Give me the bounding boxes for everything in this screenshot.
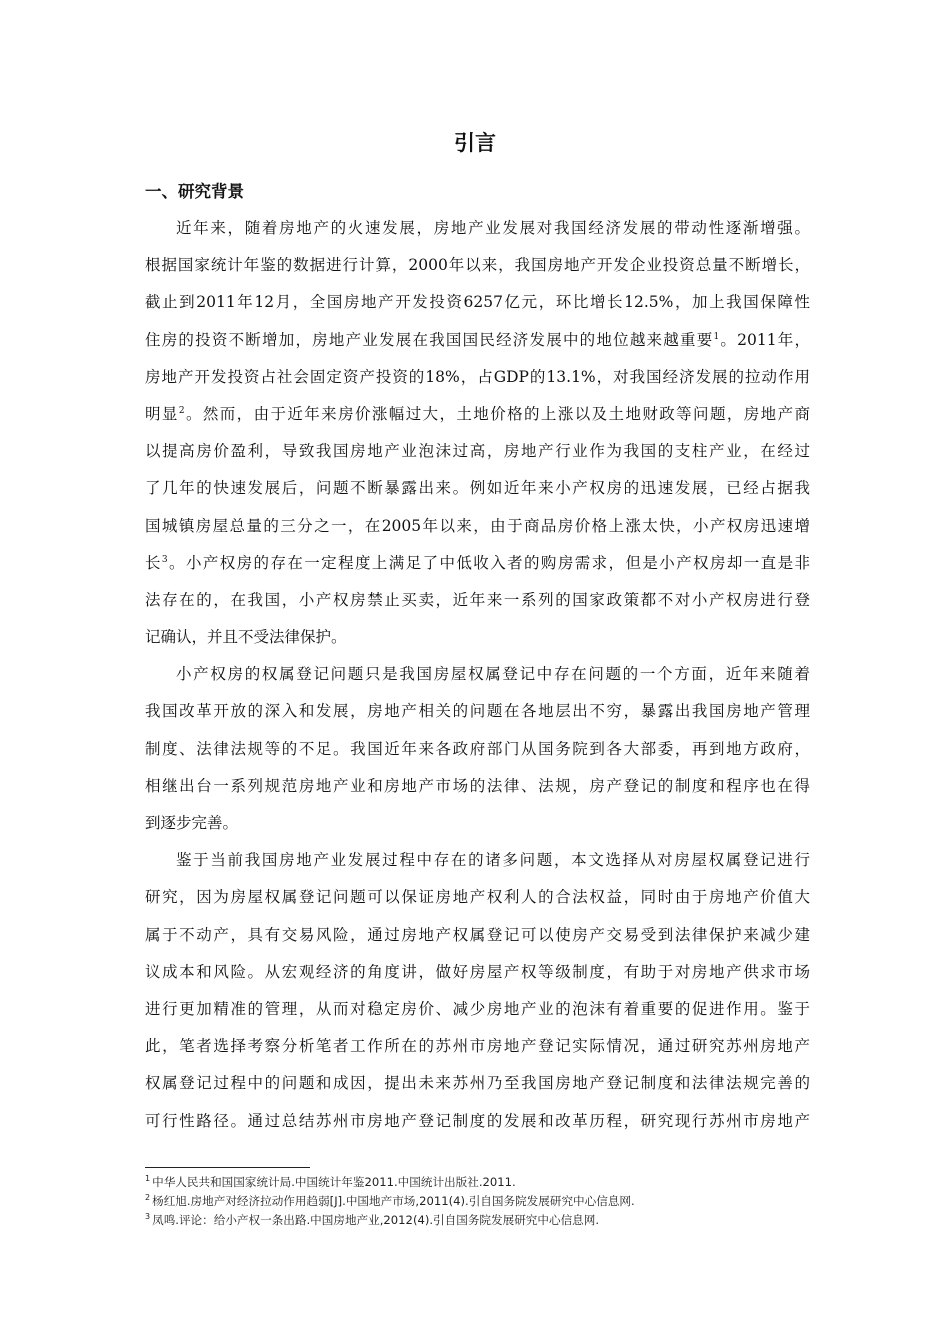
text-segment: 。小产权房的存在一定程度上满足了中低收入者的购房需求，但是小产权房却一直是非 — [167, 553, 810, 572]
body-text — [145, 210, 810, 1140]
text-segment: 制度、法律法规等的不足。我国近年来各政府部门从国务院到各大部委，再到地方政府， — [145, 739, 810, 758]
footnote-text: 凤鸣.评论：给小产权一条出路.中国房地产业,2012(4).引自国务院发展研究中心信息网. — [152, 1213, 600, 1227]
text-segment: 房地产开发投资占社会固定资产投资的18%，占GDP的13.1%，对我国经济发展的拉动作用 — [145, 367, 810, 386]
text-segment: 相继出台一系列规范房地产业和房地产市场的法律、法规，房产登记的制度和程序也在得 — [145, 776, 810, 795]
text-line — [145, 1028, 810, 1065]
text-line — [145, 359, 810, 396]
text-segment: 小产权房的权属登记问题只是我国房屋权属登记中存在问题的一个方面，近年来随着 — [176, 665, 810, 684]
footnote-divider — [145, 1167, 310, 1168]
text-segment: 记确认，并且不受法律保护。 — [145, 628, 347, 647]
text-line — [145, 433, 810, 470]
text-segment: 。2011年， — [719, 330, 810, 349]
text-segment: 到逐步完善。 — [145, 814, 239, 832]
footnotes — [145, 1173, 825, 1230]
text-line — [145, 768, 810, 805]
text-line — [145, 582, 810, 619]
footnote-ref: 2 — [178, 405, 185, 416]
text-line — [145, 917, 810, 954]
text-line — [145, 322, 810, 359]
text-line — [145, 284, 810, 321]
text-segment: 我国改革开放的深入和发展，房地产相关的问题在各地层出不穷，暴露出我国房地产管理 — [145, 702, 810, 721]
text-segment: 权属登记过程中的问题和成因，提出未来苏州乃至我国房地产登记制度和法律法规完善的 — [145, 1074, 810, 1093]
page-title: 引言 — [454, 131, 496, 155]
footnote — [145, 1192, 825, 1211]
text-line — [145, 396, 810, 433]
text-line — [145, 805, 810, 842]
footnote-ref: 3 — [161, 554, 168, 565]
footnote — [145, 1173, 825, 1192]
text-segment: 。然而，由于近年来房价涨幅过大，土地价格的上涨以及土地财政等问题，房地产商 — [184, 404, 810, 423]
text-line — [145, 954, 810, 991]
text-line — [145, 1065, 810, 1102]
text-line — [145, 693, 810, 730]
text-line — [145, 842, 810, 879]
footnote — [145, 1211, 825, 1230]
text-segment: 此，笔者选择考察分析笔者工作所在的苏州市房地产登记实际情况，通过研究苏州房地产 — [145, 1037, 810, 1056]
footnote-text: 中华人民共和国国家统计局.中国统计年鉴2011.中国统计出版社.2011. — [152, 1175, 516, 1189]
text-segment: 近年来，随着房地产的火速发展，房地产业发展对我国经济发展的带动性逐渐增强。 — [176, 219, 810, 237]
section-heading: 一、研究背景 — [145, 182, 244, 201]
text-line — [145, 656, 810, 693]
text-segment: 住房的投资不断增加，房地产业发展在我国国民经济发展中的地位越来越重要 — [145, 330, 714, 349]
text-line — [145, 470, 810, 507]
text-segment: 进行更加精准的管理，从而对稳定房价、减少房地产业的泡沫有着重要的促进作用。鉴于 — [145, 999, 810, 1018]
text-line — [145, 879, 810, 916]
footnote-number: 3 — [145, 1212, 151, 1222]
text-line — [145, 545, 810, 582]
text-line — [145, 1103, 810, 1140]
text-segment: 以提高房价盈利，导致我国房地产业泡沫过高，房地产行业作为我国的支柱产业，在经过 — [145, 442, 810, 461]
text-segment: 明显 — [145, 404, 179, 423]
text-line — [145, 247, 810, 284]
footnote-ref: 1 — [713, 331, 720, 342]
text-line — [145, 731, 810, 768]
text-line — [145, 210, 810, 247]
text-segment: 长 — [145, 553, 162, 572]
text-segment: 法存在的，在我国，小产权房禁止买卖，近年来一系列的国家政策都不对小产权房进行登 — [145, 590, 810, 609]
text-line — [145, 619, 810, 656]
footnote-number: 1 — [145, 1174, 151, 1184]
text-segment: 了几年的快速发展后，问题不断暴露出来。例如近年来小产权房的迅速发展，已经占据我 — [145, 479, 810, 498]
text-segment: 可行性路径。通过总结苏州市房地产登记制度的发展和改革历程，研究现行苏州市房地产 — [145, 1111, 810, 1130]
text-segment: 属于不动产，具有交易风险，通过房地产权属登记可以使房产交易受到法律保护来减少建 — [145, 925, 810, 944]
footnote-text: 杨红旭.房地产对经济拉动作用趋弱[J].中国地产市场,2011(4).引自国务院发展研究中心信息网. — [152, 1194, 635, 1208]
text-segment: 议成本和风险。从宏观经济的角度讲，做好房屋产权等级制度，有助于对房地产供求市场 — [145, 962, 810, 981]
text-segment: 根据国家统计年鉴的数据进行计算，2000年以来，我国房地产开发企业投资总量不断增长， — [145, 256, 810, 275]
text-line — [145, 508, 810, 545]
text-line — [145, 991, 810, 1028]
footnote-number: 2 — [145, 1193, 151, 1203]
text-segment: 鉴于当前我国房地产业发展过程中存在的诸多问题，本文选择从对房屋权属登记进行 — [176, 851, 810, 870]
text-segment: 国城镇房屋总量的三分之一，在2005年以来，由于商品房价格上涨太快，小产权房迅速增 — [145, 516, 810, 535]
text-segment: 截止到2011年12月，全国房地产开发投资6257亿元，环比增长12.5%，加上我国保障性 — [145, 293, 810, 312]
text-segment: 研究，因为房屋权属登记问题可以保证房地产权利人的合法权益，同时由于房地产价值大 — [145, 888, 810, 907]
